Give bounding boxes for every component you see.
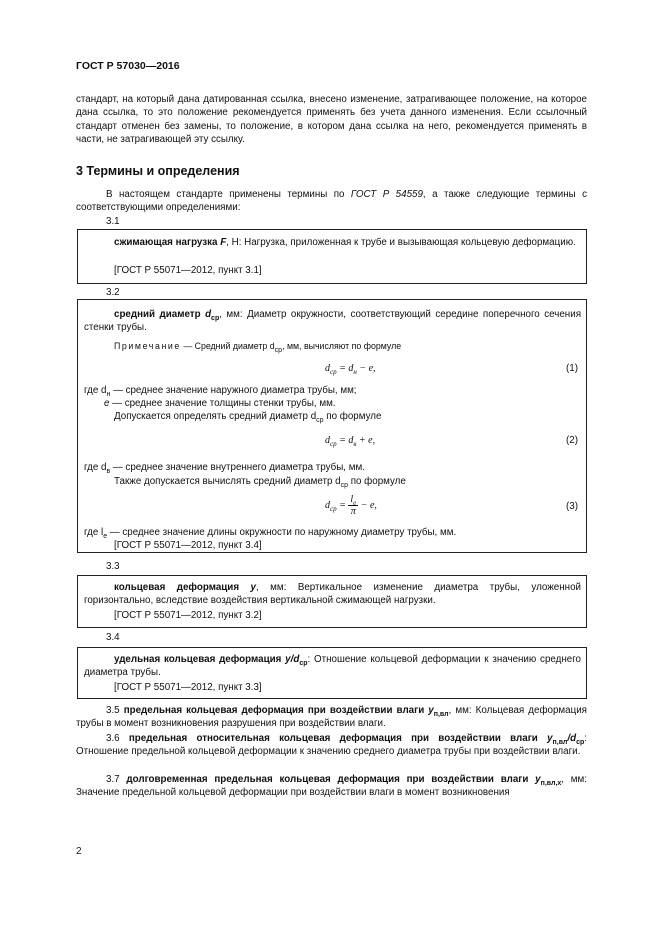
formula-3-number: (3): [566, 501, 578, 512]
term-subscript: ср: [299, 659, 308, 667]
term-symbol-2: /d: [567, 733, 577, 744]
intro-paragraph: стандарт, на который дана датированная ссылка, внесено изменение, затрагивающее положение, на которое дана ссылка, то это положение рекомендуется применять без учета данного изменения. Если ссылочный стандарт отменен без замены, то положение, в котором дана ссылка на него, рекомендуется применять в части, не затрагивающей эту ссылку.: [76, 94, 587, 146]
page-number: 2: [76, 846, 82, 857]
lead-reference: ГОСТ Р 54559: [350, 189, 423, 200]
term-name: предельная относительная кольцевая деформация при воздействии влаги: [128, 733, 548, 744]
where-rest: — среднее значение внутреннего диаметра трубы, мм.: [110, 462, 365, 473]
term-source-3-2: [ГОСТ Р 55071—2012, пункт 3.4]: [114, 540, 262, 551]
where-line-4: [84, 526, 456, 539]
term-number: 3.6: [106, 733, 129, 744]
term-text: , мм: Вертикальное изменение диаметра трубы, уложенной горизонтально, вследствие воздействия вертикальной сжимающей нагрузки.: [84, 582, 581, 607]
section-title: 3 Термины и определения: [76, 164, 240, 178]
where-rest: — среднее значение длины окружности по наружному диаметру трубы, мм.: [107, 527, 457, 538]
term-source-3-1: [ГОСТ Р 55071—2012, пункт 3.1]: [114, 265, 262, 276]
where-symbol: e: [104, 398, 110, 409]
term-text: , мм: Кольцевая деформация трубы в момент возникновения разрушения при воздействии влаги.: [76, 705, 587, 730]
term-name: удельная кольцевая деформация: [114, 654, 286, 665]
allow-line-1: [114, 410, 381, 423]
where-line-3: [84, 461, 365, 474]
formula-3: $d_{ср}$ = $\frac{l_e}{\pi}$ − e,: [325, 494, 377, 517]
allow-subscript: ср: [316, 416, 324, 424]
note-rest: , мм, вычисляют по формуле: [282, 341, 402, 351]
note-text: — Средний диаметр d: [180, 341, 275, 351]
term-name: предельная кольцевая деформация при воздействии влаги: [123, 705, 429, 716]
term-number: 3.7: [106, 774, 127, 785]
term-symbol: y: [250, 582, 256, 593]
term-definition-3-6: [76, 732, 587, 759]
formula-1-number: (1): [566, 363, 578, 374]
term-name: сжимающая нагрузка: [114, 237, 221, 248]
lead-text-b: , а также следующие термины с соответствующими определениями:: [76, 189, 587, 214]
term-subscript: п,вл,x: [540, 779, 562, 787]
term-number-3-1: 3.1: [106, 216, 120, 227]
allow-rest: по формуле: [347, 476, 406, 487]
term-definition-3-5: [76, 704, 587, 731]
term-name: средний диаметр: [114, 309, 206, 320]
term-text: , мм: Диаметр окружности, соответствующий середине поперечного сечения стенки трубы.: [84, 309, 581, 334]
term-subscript-2: ср: [576, 738, 585, 746]
formula-1: $d_{ср} = d_н - e$,: [325, 363, 376, 376]
term-source-3-4: [ГОСТ Р 55071—2012, пункт 3.3]: [114, 682, 262, 693]
where-subscript: в: [106, 467, 111, 475]
term-definition-3-2: [84, 308, 581, 335]
note-subscript: ср: [274, 346, 283, 354]
term-definition-3-3: [84, 581, 581, 608]
term-symbol: y/d: [285, 654, 300, 665]
allow-text: Также допускается вычислять средний диаметр d: [114, 476, 341, 487]
term-symbol: d: [205, 309, 212, 320]
term-symbol: y: [428, 705, 434, 716]
term-source-3-3: [ГОСТ Р 55071—2012, пункт 3.2]: [114, 610, 262, 621]
allow-line-2: [114, 475, 406, 488]
where-text: где d: [84, 385, 107, 396]
term-subscript: п,вл: [433, 710, 449, 718]
note-line: [114, 341, 402, 354]
term-text: : Отношение предельной кольцевой деформации к значению среднего диаметра трубы при воздействии влаги.: [76, 733, 588, 758]
where-rest: — среднее значение наружного диаметра трубы, мм;: [110, 385, 357, 396]
term-subscript: ср: [211, 314, 220, 322]
term-definition-3-7: [76, 773, 587, 800]
term-name: кольцевая деформация: [114, 582, 251, 593]
term-definition-3-4: [84, 653, 581, 680]
term-text: , Н: Нагрузка, приложенная к трубе и вызывающая кольцевую деформацию.: [226, 237, 576, 248]
where-rest: — среднее значение толщины стенки трубы, мм.: [109, 398, 336, 409]
formula-2-number: (2): [566, 435, 578, 446]
term-number-3-4: 3.4: [106, 632, 120, 643]
where-text: где d: [84, 462, 107, 473]
where-text: где l: [84, 527, 104, 538]
term-text: : Отношение кольцевой деформации к значению среднего диаметра трубы.: [84, 654, 582, 679]
term-subscript: п,вл: [552, 738, 568, 746]
allow-text: Допускается определять средний диаметр d: [114, 411, 317, 422]
term-number-3-2: 3.2: [106, 287, 120, 298]
term-symbol: F: [220, 237, 227, 248]
allow-rest: по формуле: [323, 411, 382, 422]
lead-text-a: В настоящем стандарте применены термины по: [106, 189, 351, 200]
term-name: долговременная предельная кольцевая деформация при воздействии влаги: [126, 774, 536, 785]
allow-subscript: ср: [340, 481, 348, 489]
where-line-2: [104, 397, 336, 410]
document-header: ГОСТ Р 57030—2016: [76, 60, 180, 72]
term-symbol: y: [535, 774, 541, 785]
term-symbol: y: [547, 733, 553, 744]
term-definition-3-1: [84, 236, 581, 249]
note-label: Примечание: [114, 341, 181, 351]
section-lead: [76, 188, 587, 215]
term-number-3-3: 3.3: [106, 561, 120, 572]
where-subscript: e: [103, 532, 108, 540]
formula-2: $d_{ср} = d_в + e$,: [325, 435, 376, 448]
term-text: , мм: Значение предельной кольцевой деформации при воздействии влаги в момент возникновения: [76, 774, 587, 799]
where-line-1: [84, 384, 357, 397]
term-number: 3.5: [106, 705, 124, 716]
where-subscript: н: [106, 390, 111, 398]
